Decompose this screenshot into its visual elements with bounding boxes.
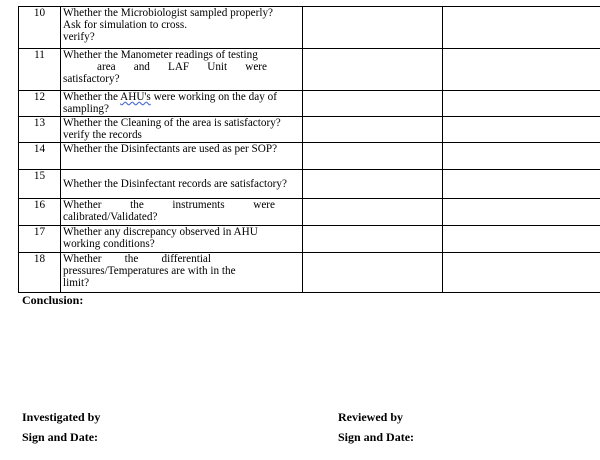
remarks-cell[interactable] bbox=[443, 91, 600, 117]
question-line: calibrated/Validated? bbox=[63, 211, 158, 223]
question-cell bbox=[61, 117, 303, 143]
table-row bbox=[19, 170, 600, 199]
answer-cell[interactable] bbox=[303, 49, 443, 91]
question-line: sampling? bbox=[63, 103, 109, 115]
table-row bbox=[19, 7, 600, 49]
question-line: Whether the Manometer readings of testing bbox=[63, 49, 258, 61]
answer-cell[interactable] bbox=[303, 170, 443, 199]
row-number: 14 bbox=[19, 143, 61, 170]
row-number: 18 bbox=[19, 253, 61, 293]
row-number: 11 bbox=[19, 49, 61, 91]
sign-date-left-label: Sign and Date: bbox=[22, 430, 99, 444]
ahu-spell-flag: AHU's bbox=[120, 91, 151, 103]
answer-cell[interactable] bbox=[303, 226, 443, 253]
remarks-cell[interactable] bbox=[443, 117, 600, 143]
remarks-cell[interactable] bbox=[443, 199, 600, 226]
question-cell bbox=[61, 199, 303, 226]
question-line: limit? bbox=[63, 277, 90, 289]
answer-cell[interactable] bbox=[303, 199, 443, 226]
table-row bbox=[19, 226, 600, 253]
question-line: Whether the Microbiologist sampled properly? bbox=[63, 7, 274, 19]
question-line: satisfactory? bbox=[63, 73, 120, 85]
question-cell bbox=[61, 226, 303, 253]
reviewed-by-label: Reviewed by bbox=[338, 410, 403, 424]
row-number: 17 bbox=[19, 226, 61, 253]
remarks-cell[interactable] bbox=[443, 49, 600, 91]
table-row bbox=[19, 199, 600, 226]
row-number: 16 bbox=[19, 199, 61, 226]
question-line: area and LAF Unit were bbox=[97, 61, 267, 73]
question-line: working conditions? bbox=[63, 238, 155, 250]
sign-date-right-label: Sign and Date: bbox=[338, 430, 415, 444]
remarks-cell[interactable] bbox=[443, 253, 600, 293]
question-line: were working on the day of bbox=[150, 91, 277, 103]
question-line: Whether the Disinfectants are used as per SOP? bbox=[63, 143, 278, 155]
question-cell bbox=[61, 253, 303, 293]
table-row bbox=[19, 91, 600, 117]
remarks-cell[interactable] bbox=[443, 143, 600, 170]
question-cell bbox=[61, 143, 303, 170]
question-cell bbox=[61, 91, 303, 117]
question-cell bbox=[61, 49, 303, 91]
row-number: 13 bbox=[19, 117, 61, 143]
question-line: Whether the Disinfectant records are satisfactory? bbox=[63, 178, 287, 190]
question-line: Whether the bbox=[63, 91, 118, 103]
table-row bbox=[19, 143, 600, 170]
question-line: Whether any discrepancy observed in AHU bbox=[63, 226, 258, 238]
question-cell bbox=[61, 7, 303, 49]
remarks-cell[interactable] bbox=[443, 170, 600, 199]
question-line: Whether the Cleaning of the area is satisfactory? bbox=[63, 117, 281, 129]
table-row bbox=[19, 253, 600, 293]
question-line: verify? bbox=[63, 31, 95, 43]
question-cell bbox=[61, 170, 303, 199]
table-row bbox=[19, 117, 600, 143]
answer-cell[interactable] bbox=[303, 143, 443, 170]
row-number: 15 bbox=[19, 170, 61, 199]
question-line: pressures/Temperatures are with in the bbox=[63, 265, 236, 277]
table-row bbox=[19, 49, 600, 91]
answer-cell[interactable] bbox=[303, 253, 443, 293]
question-line: Whether the instruments were bbox=[63, 199, 275, 211]
checklist-table bbox=[18, 6, 600, 293]
answer-cell[interactable] bbox=[303, 91, 443, 117]
remarks-cell[interactable] bbox=[443, 7, 600, 49]
answer-cell[interactable] bbox=[303, 7, 443, 49]
row-number: 10 bbox=[19, 7, 61, 49]
answer-cell[interactable] bbox=[303, 117, 443, 143]
investigated-by-label: Investigated by bbox=[22, 410, 101, 424]
question-line: Ask for simulation to cross. bbox=[63, 19, 187, 31]
conclusion-label: Conclusion: bbox=[22, 293, 84, 307]
remarks-cell[interactable] bbox=[443, 226, 600, 253]
question-line: verify the records bbox=[63, 129, 142, 141]
row-number: 12 bbox=[19, 91, 61, 117]
question-line: Whether the differential bbox=[63, 253, 211, 265]
